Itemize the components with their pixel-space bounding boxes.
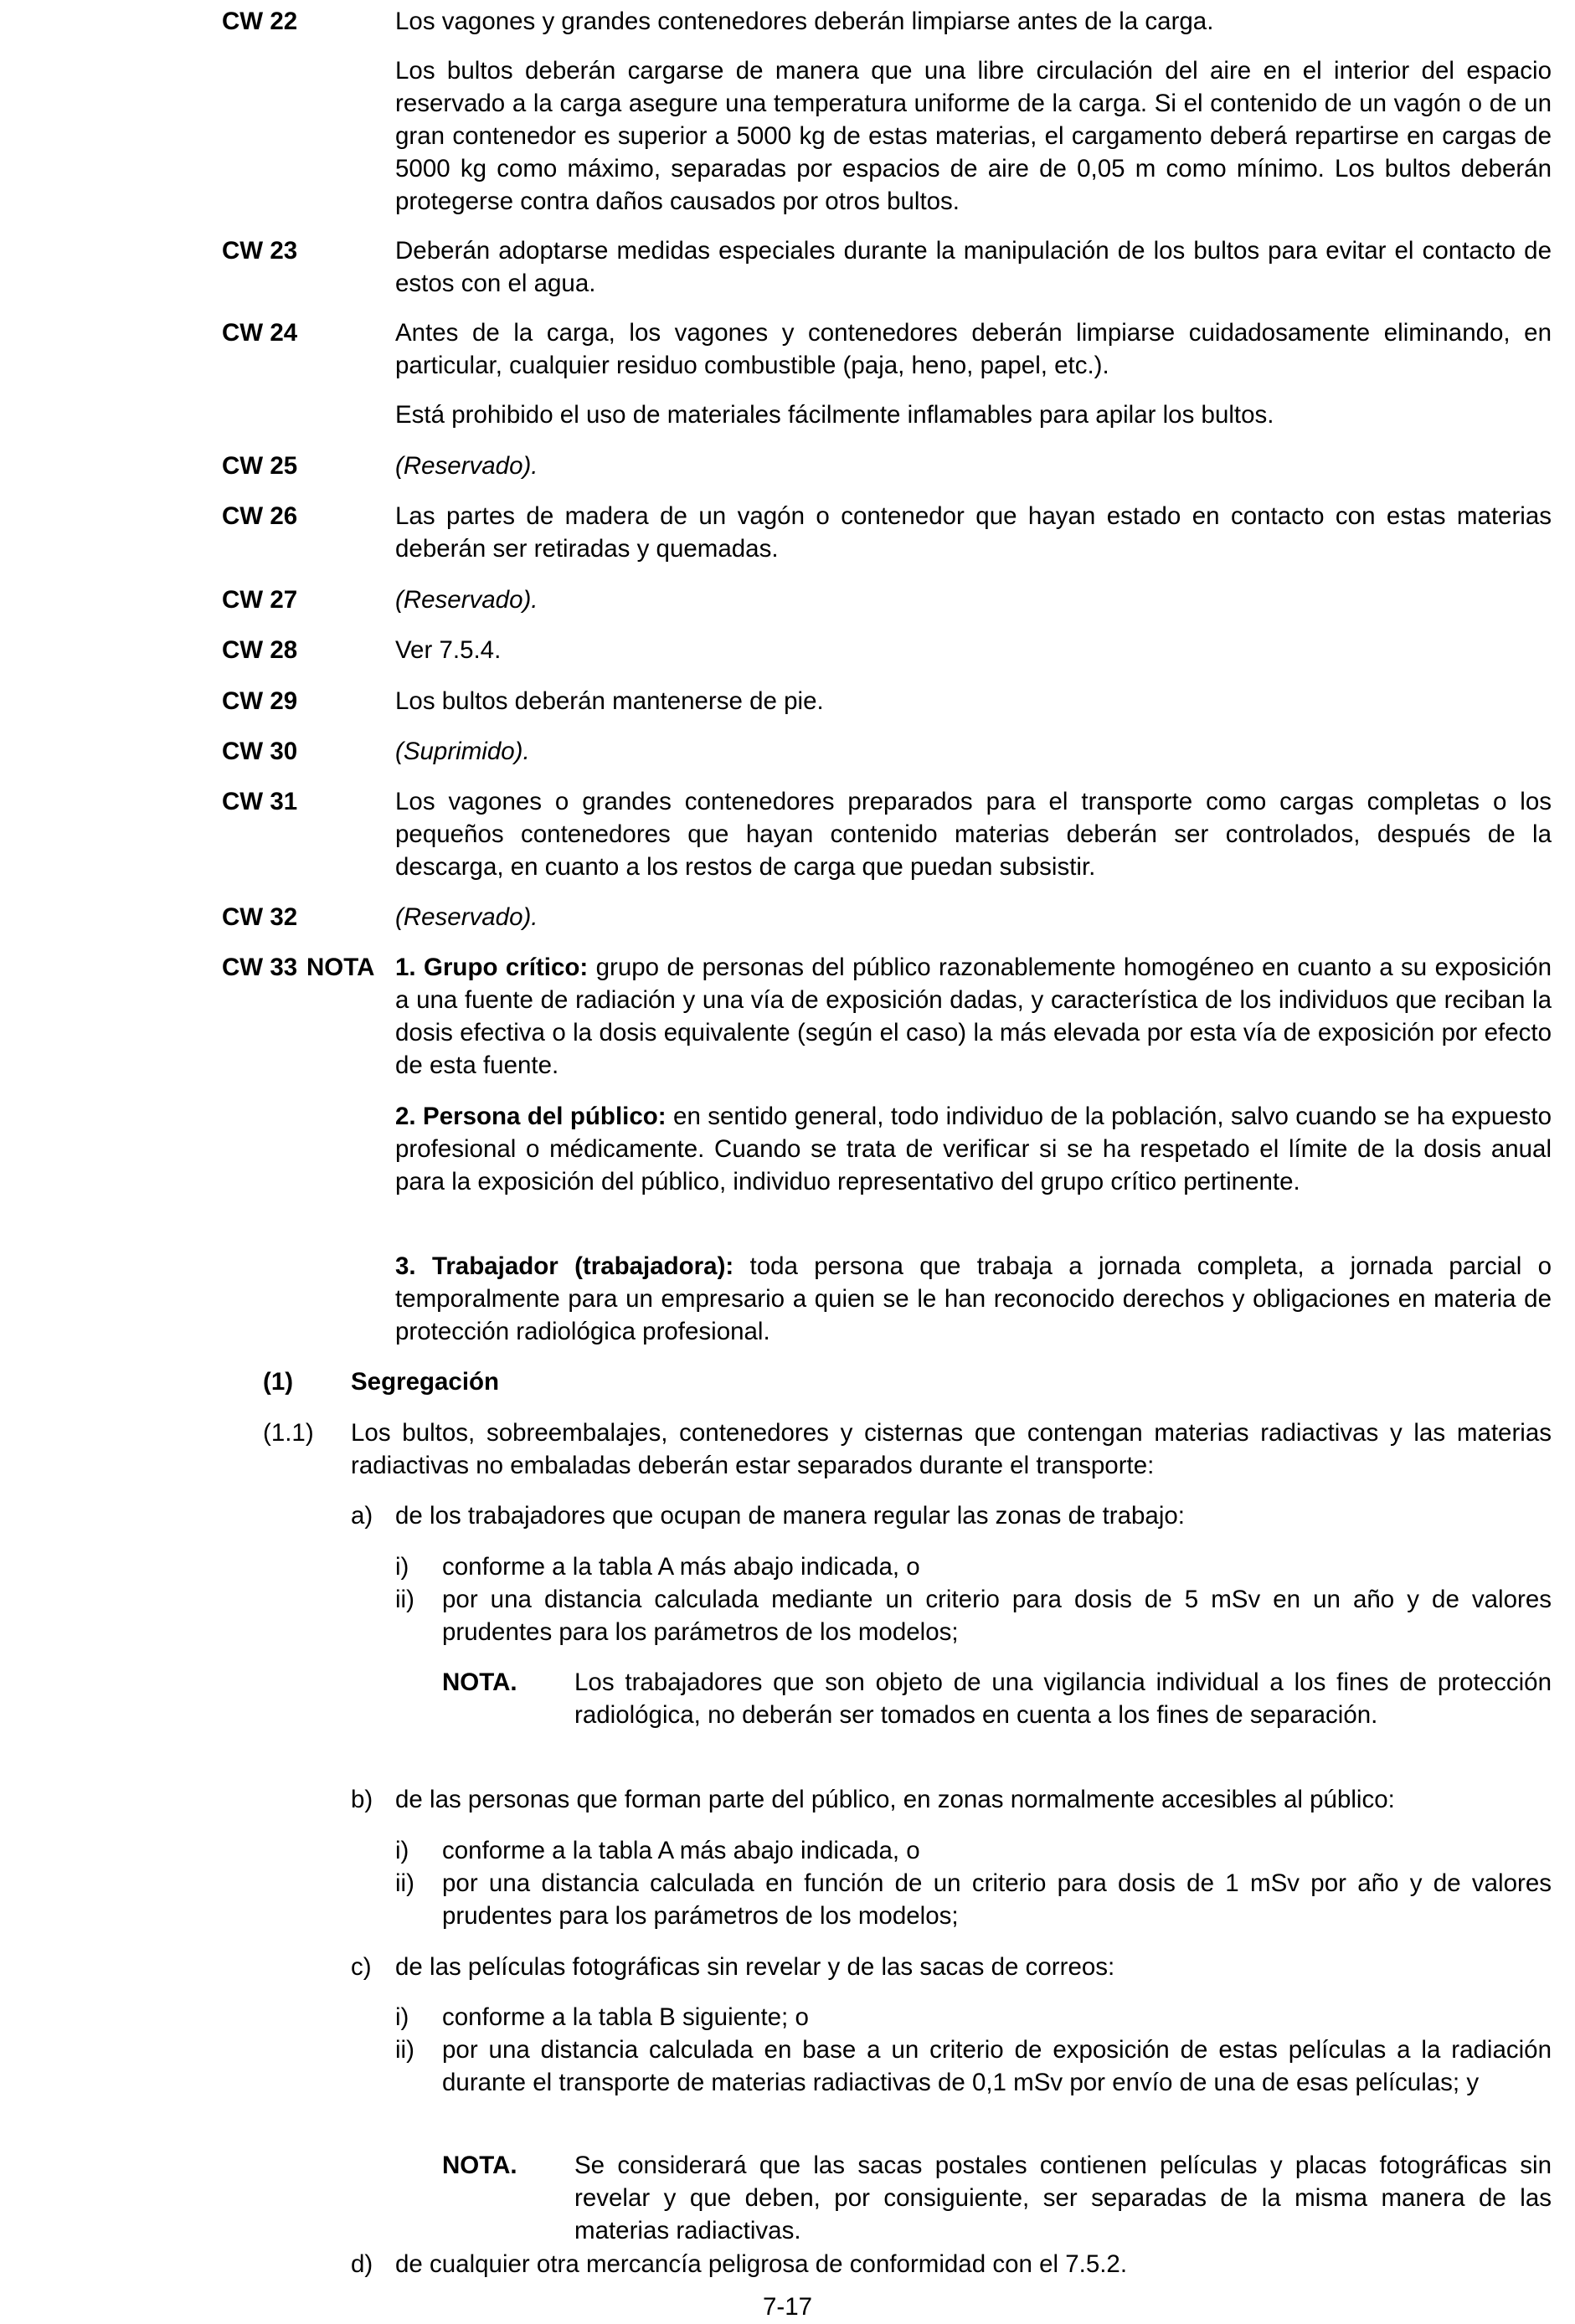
item-a-i-label: i) xyxy=(395,1553,409,1581)
cw27-code: CW 27 xyxy=(222,586,298,614)
cw33-note-3-number: 3. xyxy=(395,1252,416,1280)
item-d-label: d) xyxy=(351,2250,373,2278)
item-b-text: de las personas que forman parte del público, en zonas normalmente accesibles al público: xyxy=(395,1786,1395,1813)
item-a-ii-text: por una distancia calculada mediante un criterio para dosis de 5 mSv en un año y de valores prudentes para los parámetros de los modelos; xyxy=(442,1586,1552,1646)
item-c-i-label: i) xyxy=(395,2003,409,2031)
cw29-code: CW 29 xyxy=(222,687,298,715)
cw30-code: CW 30 xyxy=(222,738,298,765)
page-number: 7-17 xyxy=(762,2293,813,2321)
cw24-paragraph-1: Antes de la carga, los vagones y contenedores deberán limpiarse cuidadosamente eliminando, en particular, cualquier residuo combustible (paja, heno, papel, etc.). xyxy=(395,319,1552,379)
cw33-note-3-term: Trabajador (trabajadora): xyxy=(431,1252,734,1280)
cw23-code: CW 23 xyxy=(222,237,298,265)
item-a-label: a) xyxy=(351,1502,373,1530)
item-a-nota-label: NOTA. xyxy=(442,1668,517,1696)
cw26-code: CW 26 xyxy=(222,502,298,530)
cw33-note-3-text: toda persona que trabaja a jornada completa, a jornada parcial o temporalmente para un empresario a quien se le han reconocido derechos y obligaciones en materia de protección radiológica profesional. xyxy=(395,1252,1552,1345)
cw24-code: CW 24 xyxy=(222,319,298,347)
cw28-paragraph-1: Ver 7.5.4. xyxy=(395,636,502,664)
item-a-nota-text: Los trabajadores que son objeto de una vigilancia individual a los fines de protección radiológica, no deberán ser tomados en cuenta a los fines de separación. xyxy=(574,1668,1552,1729)
cw29-paragraph-1: Los bultos deberán mantenerse de pie. xyxy=(395,687,824,715)
cw22-paragraph-1: Los vagones y grandes contenedores deberán limpiarse antes de la carga. xyxy=(395,8,1214,35)
item-a-ii-label: ii) xyxy=(395,1586,414,1613)
cw25-paragraph-1: (Reservado). xyxy=(395,452,538,480)
cw26-paragraph-1: Las partes de madera de un vagón o contenedor que hayan estado en contacto con estas materias deberán ser retiradas y quemadas. xyxy=(395,502,1552,563)
item-a-i-text: conforme a la tabla A más abajo indicada, o xyxy=(442,1553,920,1581)
cw27-paragraph-1: (Reservado). xyxy=(395,586,538,614)
item-b-ii-text: por una distancia calculada en función de un criterio para dosis de 1 mSv por año y de valores prudentes para los parámetros de los modelos; xyxy=(442,1869,1552,1930)
section-1-1-text: Los bultos, sobreembalajes, contenedores y cisternas que contengan materias radiactivas y las materias radiactivas no embaladas deberán estar separados durante el transporte: xyxy=(351,1419,1552,1479)
cw24-paragraph-2: Está prohibido el uso de materiales fácilmente inflamables para apilar los bultos. xyxy=(395,401,1274,429)
item-c-ii-label: ii) xyxy=(395,2036,414,2064)
item-c-nota-label: NOTA. xyxy=(442,2152,517,2179)
cw33-note-1-text: grupo de personas del público razonablemente homogéneo en cuanto a su exposición a una fuente de radiación y una vía de exposición dadas, y característica de los individuos que reciban la dosis efectiva o la dosis equivalente (según el caso) la más elevada por esta vía de exposición por efecto de esta fuente. xyxy=(395,954,1552,1079)
section-1-title: Segregación xyxy=(351,1368,500,1396)
cw31-paragraph-1: Los vagones o grandes contenedores preparados para el transporte como cargas completas o los pequeños contenedores que hayan contenido materias deberán ser controlados, después de la descarga, en cuanto a los restos de carga que puedan subsistir. xyxy=(395,788,1552,881)
cw31-code: CW 31 xyxy=(222,788,298,815)
item-b-label: b) xyxy=(351,1786,373,1813)
item-c-nota-text: Se considerará que las sacas postales contienen películas y placas fotográficas sin revelar y que deben, por consiguiente, ser separadas de la misma manera de las materias radiactivas. xyxy=(574,2152,1552,2244)
item-c-label: c) xyxy=(351,1953,372,1981)
cw33-note-2-term: Persona del público: xyxy=(423,1103,667,1130)
cw33-note-1-number: 1. xyxy=(395,954,416,981)
item-b-ii-label: ii) xyxy=(395,1869,414,1897)
item-d-text: de cualquier otra mercancía peligrosa de conformidad con el 7.5.2. xyxy=(395,2250,1128,2278)
cw25-code: CW 25 xyxy=(222,452,298,480)
cw28-code: CW 28 xyxy=(222,636,298,664)
cw33-note-1-term: Grupo crítico: xyxy=(424,954,589,981)
cw22-paragraph-2: Los bultos deberán cargarse de manera que una libre circulación del aire en el interior del espacio reservado a la carga asegure una temperatura uniforme de la carga. Si el contenido de un vagón o de un gran contenedor es superior a 5000 kg de estas materias, el cargamento deberá repartirse en cargas de 5000 kg como máximo, separadas por espacios de aire de 0,05 m como mínimo. Los bultos deberán protegerse contra daños causados por otros bultos. xyxy=(395,57,1552,215)
cw23-paragraph-1: Deberán adoptarse medidas especiales durante la manipulación de los bultos para evitar el contacto de estos con el agua. xyxy=(395,237,1552,297)
item-c-i-text: conforme a la tabla B siguiente; o xyxy=(442,2003,809,2031)
item-c-ii-text: por una distancia calculada en base a un criterio de exposición de estas películas a la radiación durante el transporte de materias radiactivas de 0,1 mSv por envío de una de esas películas; y xyxy=(442,2036,1552,2096)
cw33-note-3 xyxy=(395,1250,1552,1348)
cw30-paragraph-1: (Suprimido). xyxy=(395,738,530,765)
cw32-paragraph-1: (Reservado). xyxy=(395,903,538,931)
section-1-number: (1) xyxy=(263,1368,294,1396)
item-c-text: de las películas fotográficas sin revelar y de las sacas de correos: xyxy=(395,1953,1115,1981)
item-b-i-label: i) xyxy=(395,1837,409,1864)
cw33-note-1 xyxy=(395,951,1552,1082)
cw33-code: CW 33 xyxy=(222,954,298,981)
section-1-1-number: (1.1) xyxy=(263,1419,314,1447)
cw33-nota-label: NOTA xyxy=(306,954,375,981)
cw32-code: CW 32 xyxy=(222,903,298,931)
cw33-note-2 xyxy=(395,1100,1552,1198)
cw22-code: CW 22 xyxy=(222,8,298,35)
cw33-note-2-text: en sentido general, todo individuo de la población, salvo cuando se ha expuesto profesional o médicamente. Cuando se trata de verificar si se ha respetado el límite de la dosis anual para la exposición del público, individuo representativo del grupo crítico pertinente. xyxy=(395,1103,1552,1195)
item-a-text: de los trabajadores que ocupan de manera regular las zonas de trabajo: xyxy=(395,1502,1185,1530)
cw33-note-2-number: 2. xyxy=(395,1103,416,1130)
item-b-i-text: conforme a la tabla A más abajo indicada, o xyxy=(442,1837,920,1864)
